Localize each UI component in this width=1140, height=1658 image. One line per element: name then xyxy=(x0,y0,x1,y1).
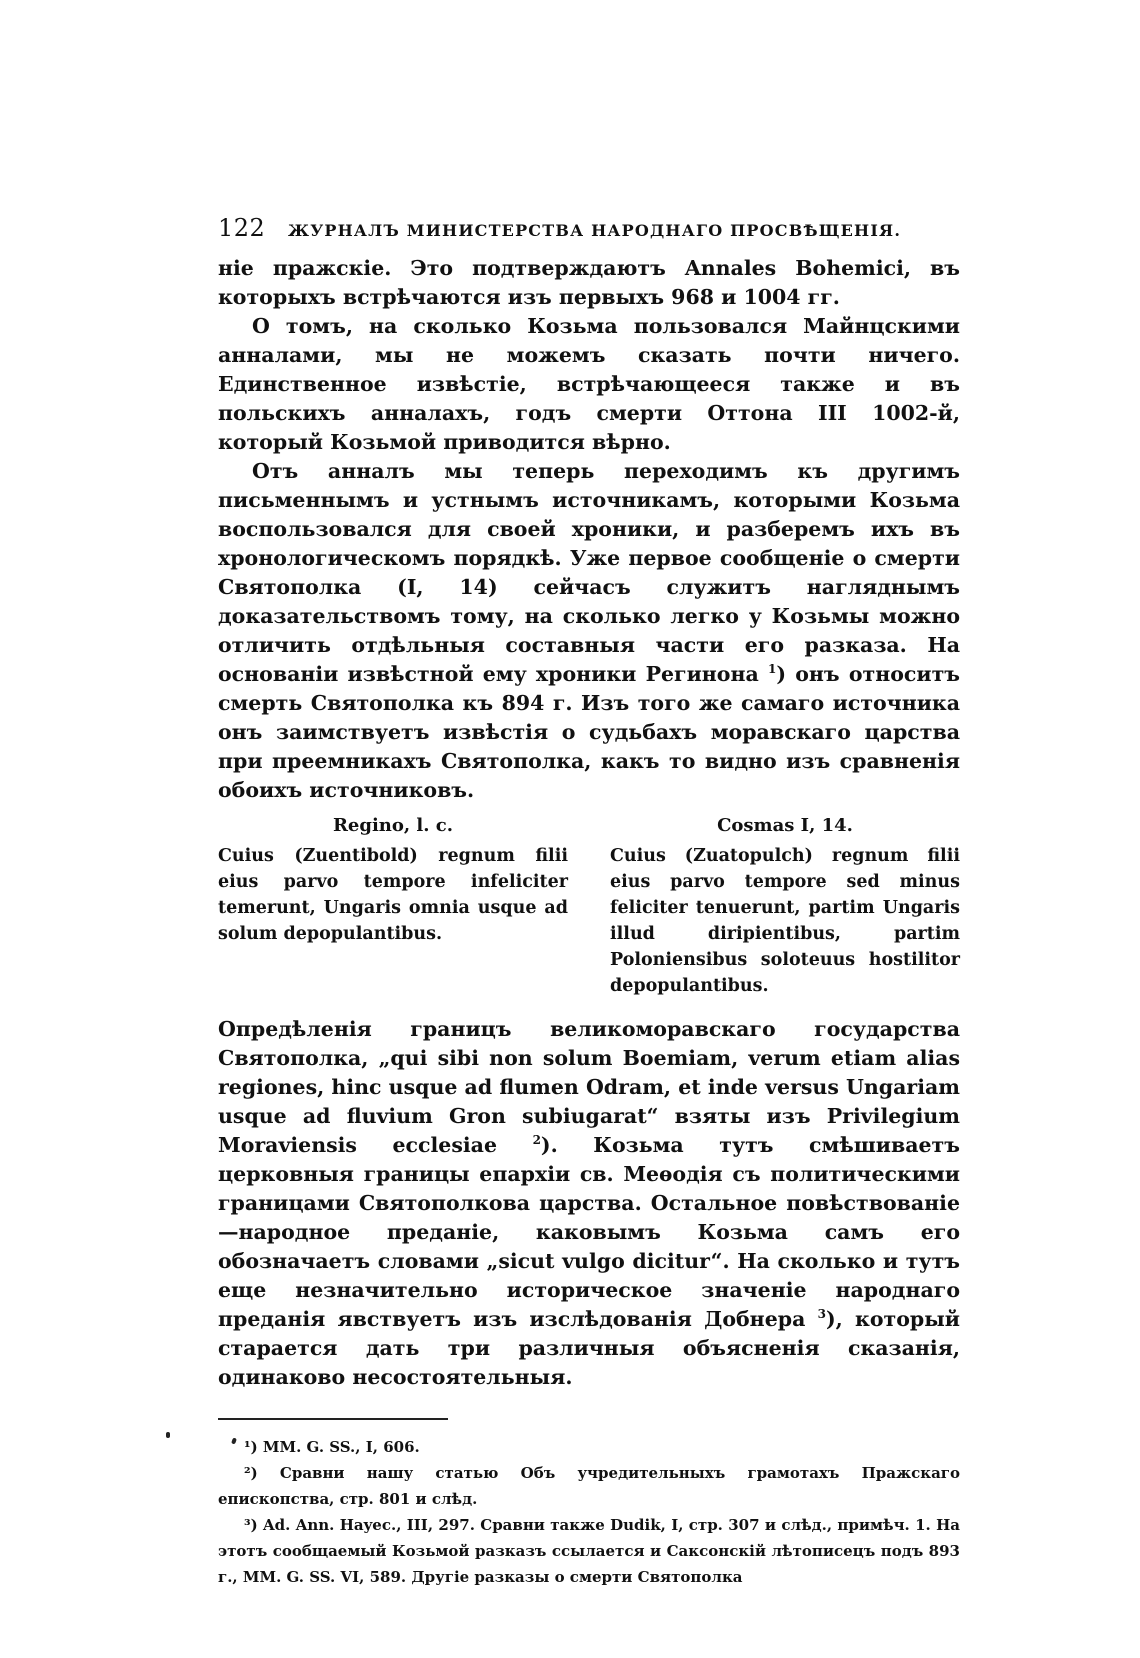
footnote-divider xyxy=(218,1418,448,1420)
paragraph-4-text-c: ), который старается дать три различныя объясненія сказанія, одинаково несостоятельныя. xyxy=(218,1307,960,1389)
journal-title: ЖУРНАЛЪ МИНИСТЕРСТВА НАРОДНАГО ПРОСВѢЩЕНІЯ. xyxy=(288,221,902,240)
paragraph-4-text-a: Опредѣленія границъ великоморавскаго государства Святополка, „qui sibi non solum Boemiam, verum etiam alias regiones, hinc usque ad flumen Odram, et inde versus Ungariam usque ad fluvium Gron subiugarat“ взяты изъ Privilegium Moraviensis ecclesiae xyxy=(218,1017,960,1157)
paragraph-2: О томъ, на сколько Козьма пользовался Майнцскими анналами, мы не можемъ сказать почти ничего. Единственное извѣстіе, встрѣчающееся также и въ польскихъ анналахъ, годъ смерти Оттона III 1002-й, который Козьмой приводится вѣрно. xyxy=(218,314,960,454)
paragraph-3-text-a: Отъ анналъ мы теперь переходимъ къ другимъ письменнымъ и устнымъ источникамъ, которыми Козьма воспользовался для своей хроники, и разберемъ ихъ въ хронологическомъ порядкѣ. Уже первое сообщеніе о смерти Святополка (I, 14) сейчасъ служитъ нагляднымъ доказательствомъ тому, на сколько легко у Козьмы можно отличить отдѣльныя составныя части его разказа. На основаніи извѣстной ему хроники Регинона xyxy=(218,459,960,686)
paragraph-3 xyxy=(218,457,960,805)
paragraph-4-text-b: ). Козьма тутъ смѣшиваетъ церковныя границы епархіи св. Меѳодія съ политическими границами Святополкова царства. Остальное повѣствованіе—народное преданіе, каковымъ Козьма самъ его обозначаетъ словами „sicut vulgo dicitur“. На сколько и тутъ еще незначительно историческое значеніе народнаго преданія явствуетъ изъ изслѣдованія Добнера xyxy=(218,1133,960,1331)
footnote-ref-1: 1 xyxy=(767,662,777,677)
paragraph-1: ніе пражскіе. Это подтверждаютъ Annales Bohemici, въ которыхъ встрѣчаются изъ первыхъ 968 и 1004 гг. xyxy=(218,256,960,309)
footnote-2: ²) Сравни нашу статью Объ учредительныхъ грамотахъ Пражскаго епископства, стр. 801 и слѣд. xyxy=(218,1464,960,1508)
footnote-3: ³) Ad. Ann. Hayec., III, 297. Сравни также Dudik, I, стр. 307 и слѣд., примѣч. 1. На этотъ сообщаемый Козьмой разказъ ссылается и Саксонскій лѣтописецъ подъ 893 г., MM. G. SS. VI, 589. Другіе разказы о смерти Святополка xyxy=(218,1516,960,1586)
column-regino xyxy=(218,813,568,999)
page-number: 122 xyxy=(218,214,266,242)
column-regino-heading: Regino, l. c. xyxy=(332,815,454,836)
ink-speck xyxy=(166,1432,170,1438)
column-cosmas-text: Cuius (Zuatopulch) regnum filii eius parvo tempore sed minus feliciter tenuerunt, partim Ungaris illud diripientibus, partim Poloniensibus soloteuus hostilitor depopulantibus. xyxy=(610,846,960,996)
column-cosmas xyxy=(610,813,960,999)
running-head xyxy=(218,214,960,254)
column-regino-text: Cuius (Zuentibold) regnum filii eius parvo tempore infeliciter temerunt, Ungaris omnia usque ad solum depopulantibus. xyxy=(218,846,568,944)
column-cosmas-heading: Cosmas I, 14. xyxy=(717,815,853,836)
comparison-columns xyxy=(218,813,960,999)
footnote-ref-2: 2 xyxy=(532,1133,541,1148)
footnote-ref-3: 3 xyxy=(817,1307,826,1322)
page-content xyxy=(218,214,960,1590)
paragraph-3-text-b: ) онъ относитъ смерть Святополка къ 894 г. Изъ того же самаго источника онъ заимствуетъ извѣстія о судьбахъ моравскаго царства при преемникахъ Святополка, какъ то видно изъ сравненія обоихъ источниковъ. xyxy=(218,662,961,802)
paragraph-4 xyxy=(218,1015,960,1392)
footnote-1: ¹) MM. G. SS., I, 606. xyxy=(244,1438,420,1456)
